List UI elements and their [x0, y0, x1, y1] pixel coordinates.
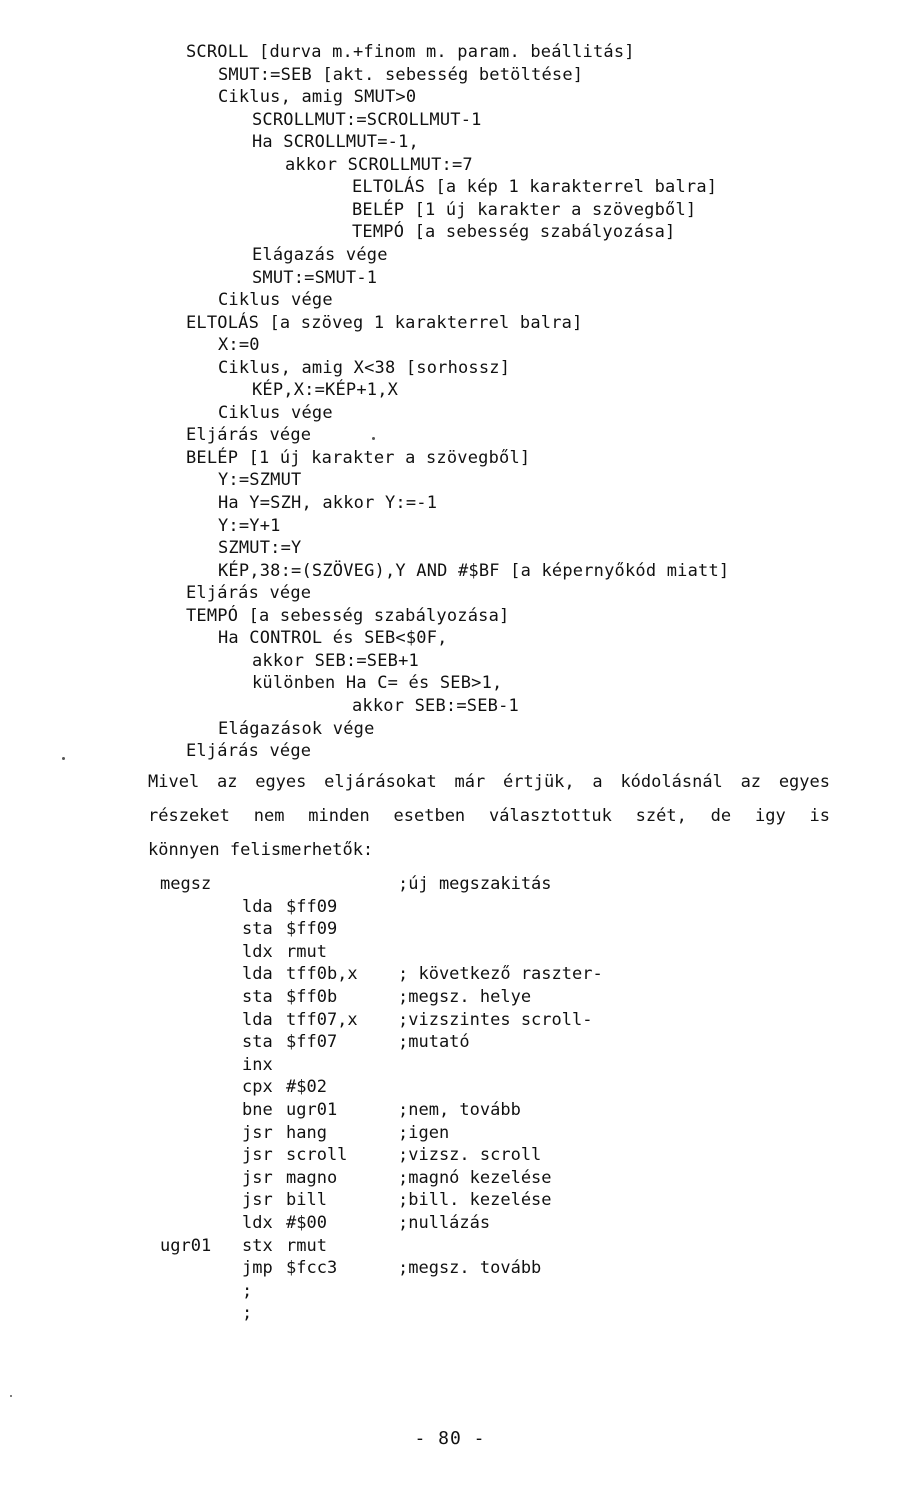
asm-comment: ;megsz. helye — [398, 987, 532, 1007]
pseudocode-line: X:=0 — [218, 335, 260, 355]
pseudocode-line: Elágazások vége — [218, 719, 375, 739]
pseudocode-line: ELTOLÁS [a kép 1 karakterrel balra] — [352, 177, 718, 197]
asm-opcode: lda — [242, 964, 273, 984]
pseudocode-line: SCROLLMUT:=SCROLLMUT-1 — [252, 110, 482, 130]
asm-arg: $ff09 — [286, 919, 338, 939]
asm-arg: #$00 — [286, 1213, 327, 1233]
paragraph-line: részeket nem minden esetben választottuk szét, de igy is — [148, 806, 830, 826]
asm-comment: ;új megszakitás — [398, 874, 552, 894]
asm-arg: #$02 — [286, 1077, 327, 1097]
paragraph-line: könnyen felismerhetők: — [148, 840, 374, 860]
pseudocode-line: Ha SCROLLMUT=-1, — [252, 132, 419, 152]
asm-arg: $ff0b — [286, 987, 338, 1007]
pseudocode-line: Ha Y=SZH, akkor Y:=-1 — [218, 493, 438, 513]
asm-comment: ;bill. kezelése — [398, 1190, 552, 1210]
asm-opcode: jsr — [242, 1145, 273, 1165]
asm-opcode: lda — [242, 897, 273, 917]
asm-opcode: jmp — [242, 1258, 273, 1278]
pseudocode-line: Y:=SZMUT — [218, 470, 302, 490]
asm-opcode: ; — [242, 1303, 253, 1323]
asm-arg: $ff09 — [286, 897, 338, 917]
pseudocode-line: ELTOLÁS [a szöveg 1 karakterrel balra] — [186, 313, 583, 333]
asm-arg: rmut — [286, 1236, 327, 1256]
pseudocode-line: SZMUT:=Y — [218, 538, 302, 558]
asm-label: megsz — [160, 874, 212, 894]
pseudocode-line: Ciklus, amig X<38 [sorhossz] — [218, 358, 511, 378]
asm-comment: ; következő raszter- — [398, 964, 603, 984]
pseudocode-line: Y:=Y+1 — [218, 516, 281, 536]
asm-comment: ;megsz. tovább — [398, 1258, 542, 1278]
pseudocode-line: SMUT:=SEB [akt. sebesség betöltése] — [218, 65, 584, 85]
asm-arg: hang — [286, 1123, 327, 1143]
pseudocode-line: SMUT:=SMUT-1 — [252, 268, 378, 288]
asm-opcode: sta — [242, 1032, 273, 1052]
pseudocode-line: TEMPÓ [a sebesség szabályozása] — [352, 222, 676, 242]
asm-arg: $fcc3 — [286, 1258, 338, 1278]
pseudocode-line: Eljárás vége — [186, 583, 312, 603]
paragraph-line: Mivel az egyes eljárásokat már értjük, a kódolásnál az egyes — [148, 772, 830, 792]
asm-arg: ugr01 — [286, 1100, 338, 1120]
asm-opcode: jsr — [242, 1190, 273, 1210]
asm-comment: ;igen — [398, 1123, 450, 1143]
asm-arg: tff07,x — [286, 1010, 358, 1030]
asm-comment: ;nem, tovább — [398, 1100, 521, 1120]
pseudocode-line: KÉP,38:=(SZÖVEG),Y AND #$BF [a képernyőkód miatt] — [218, 561, 730, 581]
pseudocode-line: különben Ha C= és SEB>1, — [252, 673, 503, 693]
pseudocode-line: akkor SEB:=SEB-1 — [352, 696, 519, 716]
asm-opcode: jsr — [242, 1123, 273, 1143]
asm-opcode: bne — [242, 1100, 273, 1120]
asm-opcode: jsr — [242, 1168, 273, 1188]
asm-opcode: ; — [242, 1281, 253, 1301]
pseudocode-line: Ciklus vége — [218, 403, 333, 423]
pseudocode-line: SCROLL [durva m.+finom m. param. beállitás] — [186, 42, 635, 62]
asm-arg: scroll — [286, 1145, 348, 1165]
pseudocode-line: KÉP,X:=KÉP+1,X — [252, 380, 399, 400]
scan-speck — [62, 757, 65, 760]
body-paragraph — [148, 771, 830, 861]
asm-arg: $ff07 — [286, 1032, 338, 1052]
page-number: - 80 - — [414, 1428, 486, 1449]
pseudocode-line: Elágazás vége — [252, 245, 388, 265]
asm-arg: bill — [286, 1190, 327, 1210]
pseudocode-line: BELÉP [1 új karakter a szövegből] — [352, 200, 697, 220]
asm-comment: ;vizsz. scroll — [398, 1145, 542, 1165]
asm-opcode: cpx — [242, 1077, 273, 1097]
asm-opcode: ldx — [242, 942, 273, 962]
asm-comment: ;magnó kezelése — [398, 1168, 552, 1188]
asm-comment: ;mutató — [398, 1032, 470, 1052]
asm-arg: magno — [286, 1168, 338, 1188]
asm-opcode: ldx — [242, 1213, 273, 1233]
asm-arg: rmut — [286, 942, 327, 962]
pseudocode-line: Ciklus vége — [218, 290, 333, 310]
scan-speck — [372, 437, 375, 440]
asm-opcode: inx — [242, 1055, 273, 1075]
asm-comment: ;vizszintes scroll- — [398, 1010, 593, 1030]
asm-opcode: stx — [242, 1236, 273, 1256]
scan-speck — [10, 1395, 12, 1397]
pseudocode-line: TEMPÓ [a sebesség szabályozása] — [186, 606, 510, 626]
pseudocode-line: Eljárás vége — [186, 425, 312, 445]
pseudocode-line: BELÉP [1 új karakter a szövegből] — [186, 448, 531, 468]
pseudocode-line: Ciklus, amig SMUT>0 — [218, 87, 417, 107]
asm-arg: tff0b,x — [286, 964, 358, 984]
asm-label: ugr01 — [160, 1236, 212, 1256]
pseudocode-line: akkor SEB:=SEB+1 — [252, 651, 419, 671]
pseudocode-line: Ha CONTROL és SEB<$0F, — [218, 628, 448, 648]
pseudocode-line: akkor SCROLLMUT:=7 — [285, 155, 473, 175]
pseudocode-line: Eljárás vége — [186, 741, 312, 761]
asm-comment: ;nullázás — [398, 1213, 491, 1233]
asm-opcode: sta — [242, 987, 273, 1007]
asm-opcode: lda — [242, 1010, 273, 1030]
asm-opcode: sta — [242, 919, 273, 939]
